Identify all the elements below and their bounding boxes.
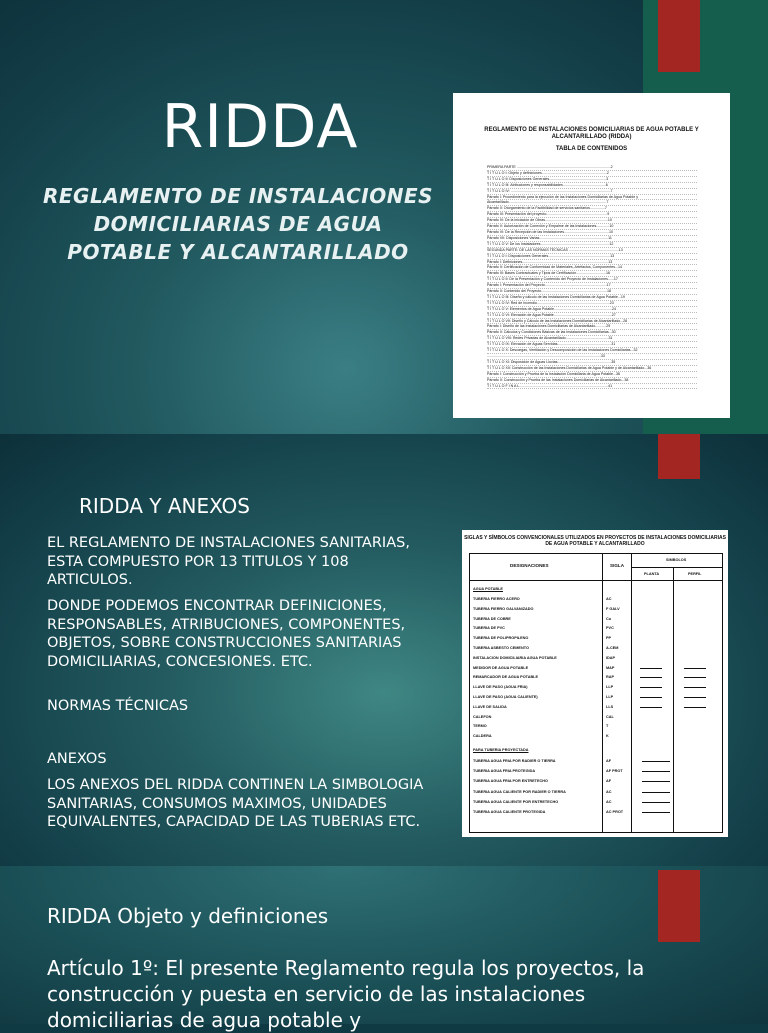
toc-line: T I T U L O I: Disposiciones Generales..............................................................13 [487,254,697,260]
perfil-symbol [684,697,706,698]
col-perfil: PERFIL [688,572,702,576]
table-row-name: TUBERIA FIERRO ACERO [473,597,520,601]
slide-heading: RIDDA Objeto y definiciones [47,904,329,928]
table-row-name: TUBERIA AGUA FRIA POR ENTRETECHO [473,779,548,784]
table-row-code: K [606,734,609,739]
table-row-code: F GALV [606,606,620,611]
table-row-code: PP [606,636,612,641]
paragraph: ANEXOS [47,751,107,767]
document-header: REGLAMENTO DE INSTALACIONES DOMICILIARIAS DE AGUA POTABLE Y ALCANTARILLADO (RIDDA) [484,127,699,140]
table-row-code: LLP [606,695,614,699]
toc-line: Párrafo II: Certificación de Conformidad de Materiales, Artefactos, Componentes...14 [487,265,697,271]
toc-line: T I T U L O F I N A L.........................................................................................41 [487,384,697,390]
table-row-name: LLAVE DE SALIDA [473,704,507,709]
toc-line: Alcantarillado..................................................................................................7 [487,200,697,206]
toc-list [487,165,697,389]
toc-line: Párrafo II: Contenido del Proyecto..................................................................18 [487,289,697,295]
table-row-code: AF PROT [606,769,623,774]
col-planta: PLANTA [644,572,660,576]
toc-line: T I T U L O IV: Red de Incendio.........................................................................23 [487,301,697,307]
table-row-code: AF [606,779,612,784]
planta-symbol [642,781,670,782]
perfil-symbol [684,707,706,708]
planta-symbol [640,707,662,708]
table-row-name: TERMO [473,724,487,729]
table-row-name: TUBERIA DE COBRE [473,616,511,621]
table-row-code: IDAP [606,655,616,660]
table-row-code: AC [606,597,612,601]
table-title: SIGLAS Y SÍMBOLOS CONVENCIONALES UTILIZADOS EN PROYECTOS DE INSTALACIONES DOMICILIARIAS DE AGUA POTABLE Y ALCANTARILLADO [464,535,726,547]
toc-line: T I T U L O V: De los Instaladores.....................................................................12 [487,242,697,248]
toc-line: T I T U L O V: Elementos de Agua Potable..........................................................24 [487,307,697,313]
planta-symbol [642,812,670,813]
table-row-name: TUBERIA FIERRO GALVANIZADO [473,606,534,611]
planta-symbol [640,677,662,678]
article-paragraph: Artículo 1º: El presente Reglamento regula los proyectos, la construcción y puesta en servicio de las instalaciones domiciliarias de agua potable y [47,956,645,1032]
table-row-code: RAP [606,675,615,680]
paragraph: EL REGLAMENTO DE INSTALACIONES SANITARIAS, ESTA COMPUESTO POR 13 TITULOS Y 108 ARTICULOS. [47,535,410,588]
perfil-symbol [684,668,706,669]
toc-line: T I T U L O III: Atribuciones y responsabilidades...........................................6 [487,183,697,189]
paragraph: NORMAS TÉCNICAS [47,698,189,714]
section-tuberia-proyectada: PARA TUBERIA PROYECTADA [473,748,529,752]
table-row-name: CALDERA [473,734,492,739]
toc-line: T I T U L O II: De la Presentación y Contenido del Proyecto de Instalaciones......17 [487,277,697,283]
toc-line: T I T U L O VI: Elevación de Agua Potable..........................................................27 [487,313,697,319]
toc-line: T I T U L O I: Objeto y definiciones.................................................................2 [487,171,697,177]
table-row-code: LLS [606,704,614,709]
table-row-name: CALEFON [473,714,492,719]
toc-line: T I T U L O IV: ....................................................................................................7 [487,189,697,195]
toc-line: Párrafo I: Definiciones......................................................................................13 [487,260,697,266]
toc-line: T I T U L O II: Disposiciones Generales.........................................................3 [487,177,697,183]
table-row-name: TUBERIA AGUA FRIA PROTEGIDA [473,769,536,774]
planta-symbol [640,687,662,688]
perfil-symbol [684,687,706,688]
perfil-symbol [684,677,706,678]
toc-line: Párrafo III: Bases Contractuales y Tipos de Certificación..............................16 [487,271,697,277]
symbols-table [469,553,723,833]
planta-symbol [642,761,670,762]
table-row-code: Cu [606,616,612,621]
table-row-code: A-CEM [606,646,619,650]
table-row-name: TUBERIA AGUA CALIENTE POR RADIER O TIERRA [473,789,566,794]
table-row-name: MEDIDOR DE AGUA POTABLE [473,665,529,670]
toc-line: Párrafo V: Autorización de Conexión y Empalme de las Instalaciones.............10 [487,224,697,230]
toc-line: Párrafo III: Presentación del proyecto.............................................................9 [487,212,697,218]
document-subheader: TABLA DE CONTENIDOS [555,146,628,152]
table-row-code: AC [606,799,612,804]
table-row-code: T [606,724,609,729]
table-row-name: TUBERIA AGUA CALIENTE PROTEGIDA [473,810,546,814]
table-row-name: TUBERIA DE PVC [473,626,505,631]
slide-title-text: RIDDA [161,92,359,162]
col-sigla: SIGLA [610,563,625,568]
toc-line: ..................................................................................................................33 [487,354,697,360]
planta-symbol [640,668,662,669]
planta-symbol [642,792,670,793]
symbols-table-image [462,530,728,837]
toc-line: Párrafo II: Otorgamiento de la Factibilidad de servicios sanitarios...............7 [487,206,697,212]
toc-line: Párrafo VII: Disposiciones Varias.....................................................................11 [487,236,697,242]
table-row-name: TUBERIA ASBESTO CEMENTO [473,646,529,650]
planta-symbol [640,697,662,698]
toc-line: T I T U L O XII: Construcción de las Instalaciones Domiciliarias de Agua Potable y de Alcantarillado...36 [487,366,697,372]
toc-line: Párrafo IV: De la iniciación de Obras...............................................................10 [487,218,697,224]
paragraph: DONDE PODEMOS ENCONTRAR DEFINICIONES, RESPONSABLES, ATRIBUCIONES, COMPONENTES, OBJETOS, SOBRE CONSTRUCCIONES SANITARIAS DOMICILIARIAS, CONCESIONES. ETC. [47,598,406,670]
accent-bar [658,870,700,942]
table-row-name: TUBERIA AGUA CALIENTE POR ENTRETECHO [473,799,559,804]
table-of-contents-image [453,93,730,418]
slide-subtitle: REGLAMENTO DE INSTALACIONES DOMICILIARIAS DE AGUA POTABLE Y ALCANTARILLADO [42,184,434,264]
toc-line: Párrafo I: Diseño de las Instalaciones Domiciliarias de Alcantarillado...........29 [487,324,697,330]
toc-line: SEGUNDA PARTE: DE LAS NORMAS TÉCNICAS ..................................................13 [487,248,697,254]
table-row-code: AF [606,759,612,763]
toc-line: Párrafo I: Presentación del Proyecto..............................................................17 [487,283,697,289]
table-row-code: AC [606,789,612,794]
slide-heading: RIDDA Y ANEXOS [79,494,250,518]
toc-line: Párrafo II: Construcción y Prueba de las Instalaciones Domiciliarias de Alcantarillado...38 [487,378,697,384]
table-row-name: LLAVE DE PASO (AGUA FRIA) [473,685,528,690]
table-row-name: TUBERIA DE POLIPROPILENO [473,636,529,641]
toc-line: PRIMERA PARTE ..............................................................................................2 [487,165,697,171]
col-simbolos: SIMBOLOS [666,558,687,562]
table-row-code: AC PROT [606,810,624,814]
toc-line: Párrafo I: Construcción y Prueba de la Instalación Domiciliaria de Agua Potable...36 [487,372,697,378]
col-designaciones: DESIGNACIONES [510,563,549,568]
toc-line: Párrafo I: Procedimiento para la ejecución de las Instalaciones Domiciliarias de Agua Potable y [487,195,697,201]
planta-symbol [642,802,670,803]
toc-line: Párrafo VI: De la Recepción de las Instalaciones.............................................10 [487,230,697,236]
table-row-code: LLP [606,685,614,690]
paragraph: LOS ANEXOS DEL RIDDA CONTINEN LA SIMBOLOGIA SANITARIAS, CONSUMOS MAXIMOS, UNIDADES EQUIVALENTES, CAPACIDAD DE LAS TUBERIAS ETC. [47,777,424,830]
table-row-name: TUBERIA AGUA FRIA POR RADIER O TIERRA [473,759,556,763]
table-row-code: PVC [606,626,614,631]
table-row-name: INSTALACION DOMICILIARIA AGUA POTABLE [473,655,557,660]
table-row-name: REMARCADOR DE AGUA POTABLE [473,675,539,680]
accent-bar [658,434,700,479]
table-row-code: CAL [606,714,614,719]
toc-line: T I T U L O XI: Disposición de Aguas Lluvias......................................................35 [487,360,697,366]
toc-line: T I T U L O VII: Diseño y Cálculo de las Instalaciones Domiciliarias de Alcantarillado...28 [487,319,697,325]
toc-line: Párrafo II: Cálculos y Condiciones Básicas de las Instalaciones Domiciliarias...30 [487,330,697,336]
slide-title [0,0,768,434]
planta-symbol [642,771,670,772]
table-row-code: MAP [606,665,615,670]
table-row-name: LLAVE DE PASO (AGUA CALIENTE) [473,695,538,699]
toc-line: T I T U L O III: Diseño y cálculo de las Instalaciones Domiciliarias de Agua Potable...19 [487,295,697,301]
toc-line: T I T U L O VIII: Redes Privadas de Alcantarillado...........................................31 [487,336,697,342]
section-agua-potable: AGUA POTABLE [473,587,503,591]
toc-line: T I T U L O X: Descargas, Ventilación y Descomposición de las Instalaciones Domiciliarias...32 [487,348,697,354]
toc-line: T I T U L O IX: Elevación de Aguas Servidas......................................................31 [487,342,697,348]
accent-bar [658,0,700,72]
